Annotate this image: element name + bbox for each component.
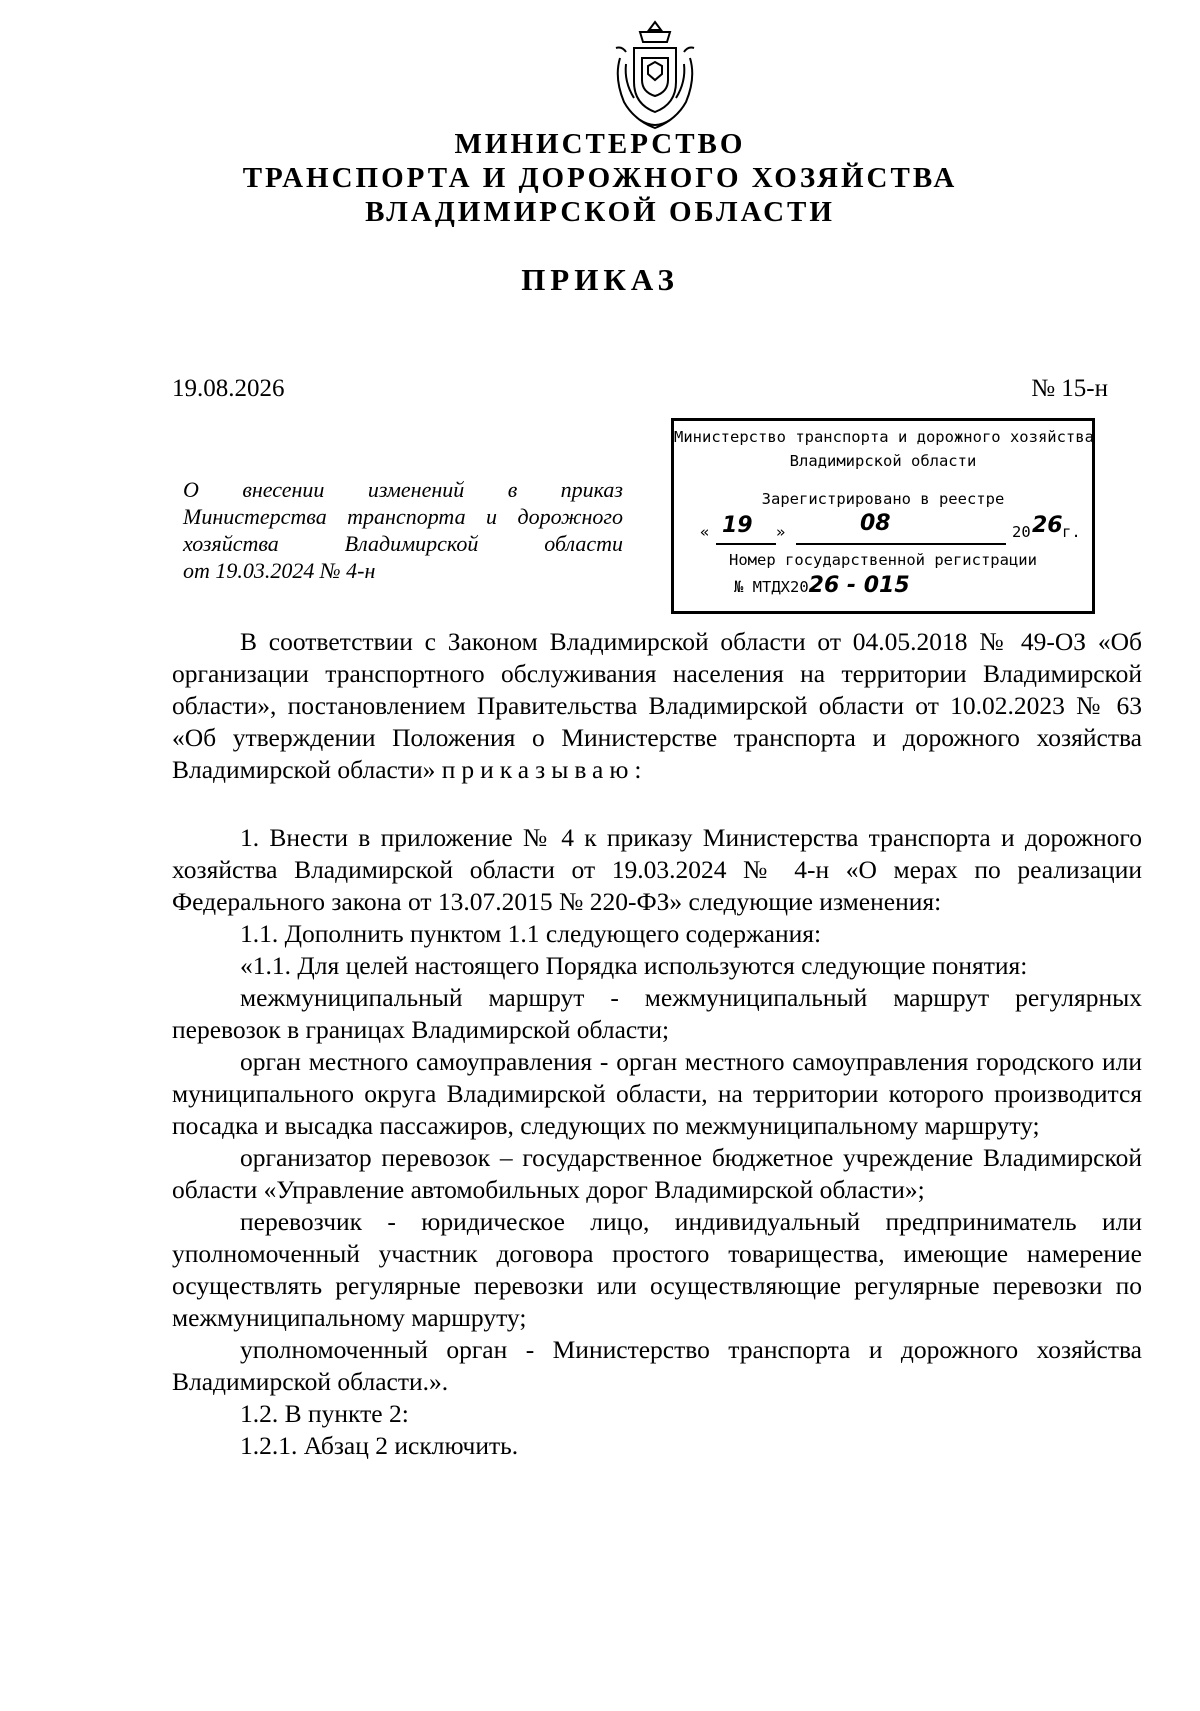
registration-stamp [671, 418, 1095, 614]
definition-authorized-body: уполномоченный орган - Министерство транспорта и дорожного хозяйства Владимирской области.». [172, 1335, 1142, 1396]
stamp-date-line [700, 511, 1081, 547]
coat-of-arms-emblem-icon [610, 18, 700, 133]
item-1-2: 1.2. В пункте 2: [240, 1399, 409, 1428]
stamp-region-line: Владимирской области [789, 452, 977, 470]
document-type-title: ПРИКАЗ [521, 262, 679, 297]
stamp-year-suffix: г. [1062, 523, 1081, 541]
preamble-paragraph [172, 626, 1142, 786]
stamp-day-handwritten: 19 [722, 513, 753, 538]
ministry-title-line-2: ТРАНСПОРТА И ДОРОЖНОГО ХОЗЯЙСТВА [242, 162, 958, 194]
ministry-title-line-1: МИНИСТЕРСТВО [454, 128, 746, 160]
preamble-text: В соответствии с Законом Владимирской области от 04.05.2018 № 49-ОЗ «Об организации транспортного обслуживания населения на территории Владимирской области», постановлением Правительства Владимирской области от 10.02.2023 № 63 «Об утверждении Положения о Министерстве транспорта и дорожного хозяйства Владимирской области» [172, 627, 1142, 784]
subject-line-3: хозяйства Владимирской области [183, 531, 623, 556]
order-subject [183, 476, 623, 584]
stamp-open-quote: « [700, 523, 710, 541]
stamp-year-handwritten: 26 [1032, 513, 1063, 538]
stamp-month-handwritten: 08 [860, 511, 891, 536]
subject-line-4: от 19.03.2024 № 4-н [183, 558, 376, 583]
item-1-2-1: 1.2.1. Абзац 2 исключить. [240, 1431, 519, 1460]
stamp-registered-label: Зарегистрировано в реестре [761, 490, 1005, 508]
stamp-close-quote: » [776, 523, 786, 541]
order-word: приказываю: [441, 755, 648, 784]
definition-intermunicipal-route: межмуниципальный маршрут - межмуниципальный маршрут регулярных перевозок в границах Владимирской области; [172, 983, 1142, 1044]
stamp-reg-number-line [734, 575, 1152, 598]
item-1: 1. Внести в приложение № 4 к приказу Министерства транспорта и дорожного хозяйства Владимирской области от 19.03.2024 № 4-н «О мерах по реализации Федерального закона от 13.07.2015 № 220-ФЗ» следующие изменения: [172, 823, 1142, 916]
order-date: 19.08.2026 [172, 375, 285, 402]
item-1-1: 1.1. Дополнить пунктом 1.1 следующего содержания: [240, 919, 822, 948]
ministry-title-line-3: ВЛАДИМИРСКОЙ ОБЛАСТИ [365, 196, 835, 228]
subject-line-2: Министерства транспорта и дорожного [183, 504, 623, 529]
definition-carrier: перевозчик - юридическое лицо, индивидуальный предприниматель или уполномоченный участник договора простого товарищества, имеющие намерение осуществлять регулярные перевозки или осуществляющие регулярные перевозки по межмуниципальному маршруту; [172, 1207, 1142, 1332]
stamp-ministry-line: Министерство транспорта и дорожного хозяйства [674, 428, 1094, 446]
definition-local-government: орган местного самоуправления - орган местного самоуправления городского или муниципального округа Владимирской области, на территории которого производится посадка и высадка пассажиров, следующих по межмуниципальному маршруту; [172, 1047, 1142, 1140]
item-1-1-quote: «1.1. Для целей настоящего Порядка используются следующие понятия: [240, 951, 1028, 980]
stamp-reg-handwritten: 26 - 015 [808, 573, 910, 598]
order-number: № 15-н [1031, 375, 1108, 402]
stamp-reg-number-label: Номер государственной регистрации [729, 551, 1037, 569]
stamp-reg-prefix: № МТДХ20 [734, 578, 809, 596]
order-items-block [172, 822, 1142, 1462]
stamp-year-prefix: 20 [1012, 523, 1031, 541]
definition-transport-organizer: организатор перевозок – государственное бюджетное учреждение Владимирской области «Управление автомобильных дорог Владимирской области»; [172, 1143, 1142, 1204]
preamble-block [172, 626, 1142, 786]
subject-line-1: О внесении изменений в приказ [183, 477, 623, 502]
